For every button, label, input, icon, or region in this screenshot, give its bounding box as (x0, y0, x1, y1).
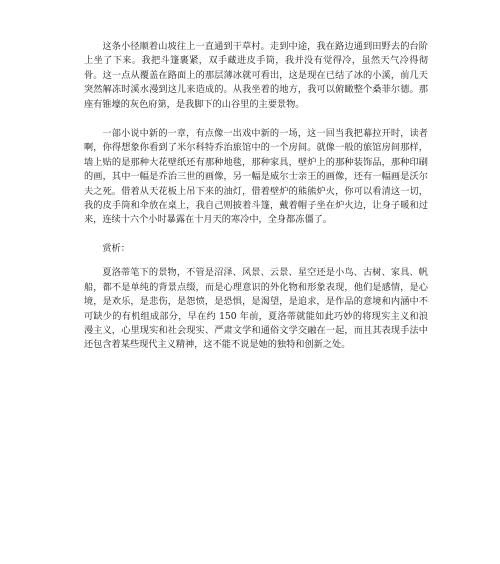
appreciation-heading: 赏析： (102, 242, 130, 254)
appreciation-paragraph: 夏洛蒂笔下的景物，不管是沼泽、风景、云景、星空还是小鸟、古树、家具、帆船，都不是单纯的背景点缀，而是心理意识的外化物和形象表现，他们是感情，是心境，是欢乐，是悲伤，是怨愤，是恐惧，是渴望，是追求，是作品的意境和内涵中不可缺少的有机组成部分，早在约 150 年前，夏洛蒂就能如此巧妙的将现实主义和浪漫主义，心里现实和社会现实、严肃文学和通俗文学交融在一起，而且其表现手法中还包含着某些现代主义精神，这不能不说是她的独特和创新之处。 (84, 267, 428, 351)
body-paragraph-1: 这条小径顺着山坡往上一直通到干草村。走到中途，我在路边通到田野去的台阶上坐了下来。我把斗篷裹紧，双手藏进皮手筒，我并没有觉得冷，虽然天气冷得彻骨。这一点从覆盖在路面上的那层薄冰就可看出，这是现在已结了冰的小溪，前几天突然解冻时溪水漫到这儿来造成的。从我坐着的地方，我可以俯瞰整个桑菲尔德。那座有锥壕的灰色府第，是我脚下的山谷里的主要景物。 (84, 41, 428, 110)
document-page (84, 40, 428, 353)
body-paragraph-2: 一部小说中新的一章，有点像一出戏中新的一场，这一回当我把幕拉开时，读者啊，你得想象你看到了米尔科特乔治旅馆中的一个房间。就像一般的旅馆房间那样，墙上贴的是那种大花壁纸还有那种地毯，那种家具，壁炉上的那种装饰品，那种印刷的画，其中一幅是乔治三世的画像，另一幅是威尔士亲王的画像，还有一幅画是沃尔夫之死。借着从天花板上吊下来的油灯，借着壁炉的熊熊炉火，你可以看清这一切，我的皮手筒和伞放在桌上，我自己则披着斗篷，戴着帽子坐在炉火边，让身子暖和过来，连续十六个小时暴露在十月天的寒冷中，全身都冻僵了。 (84, 128, 428, 226)
